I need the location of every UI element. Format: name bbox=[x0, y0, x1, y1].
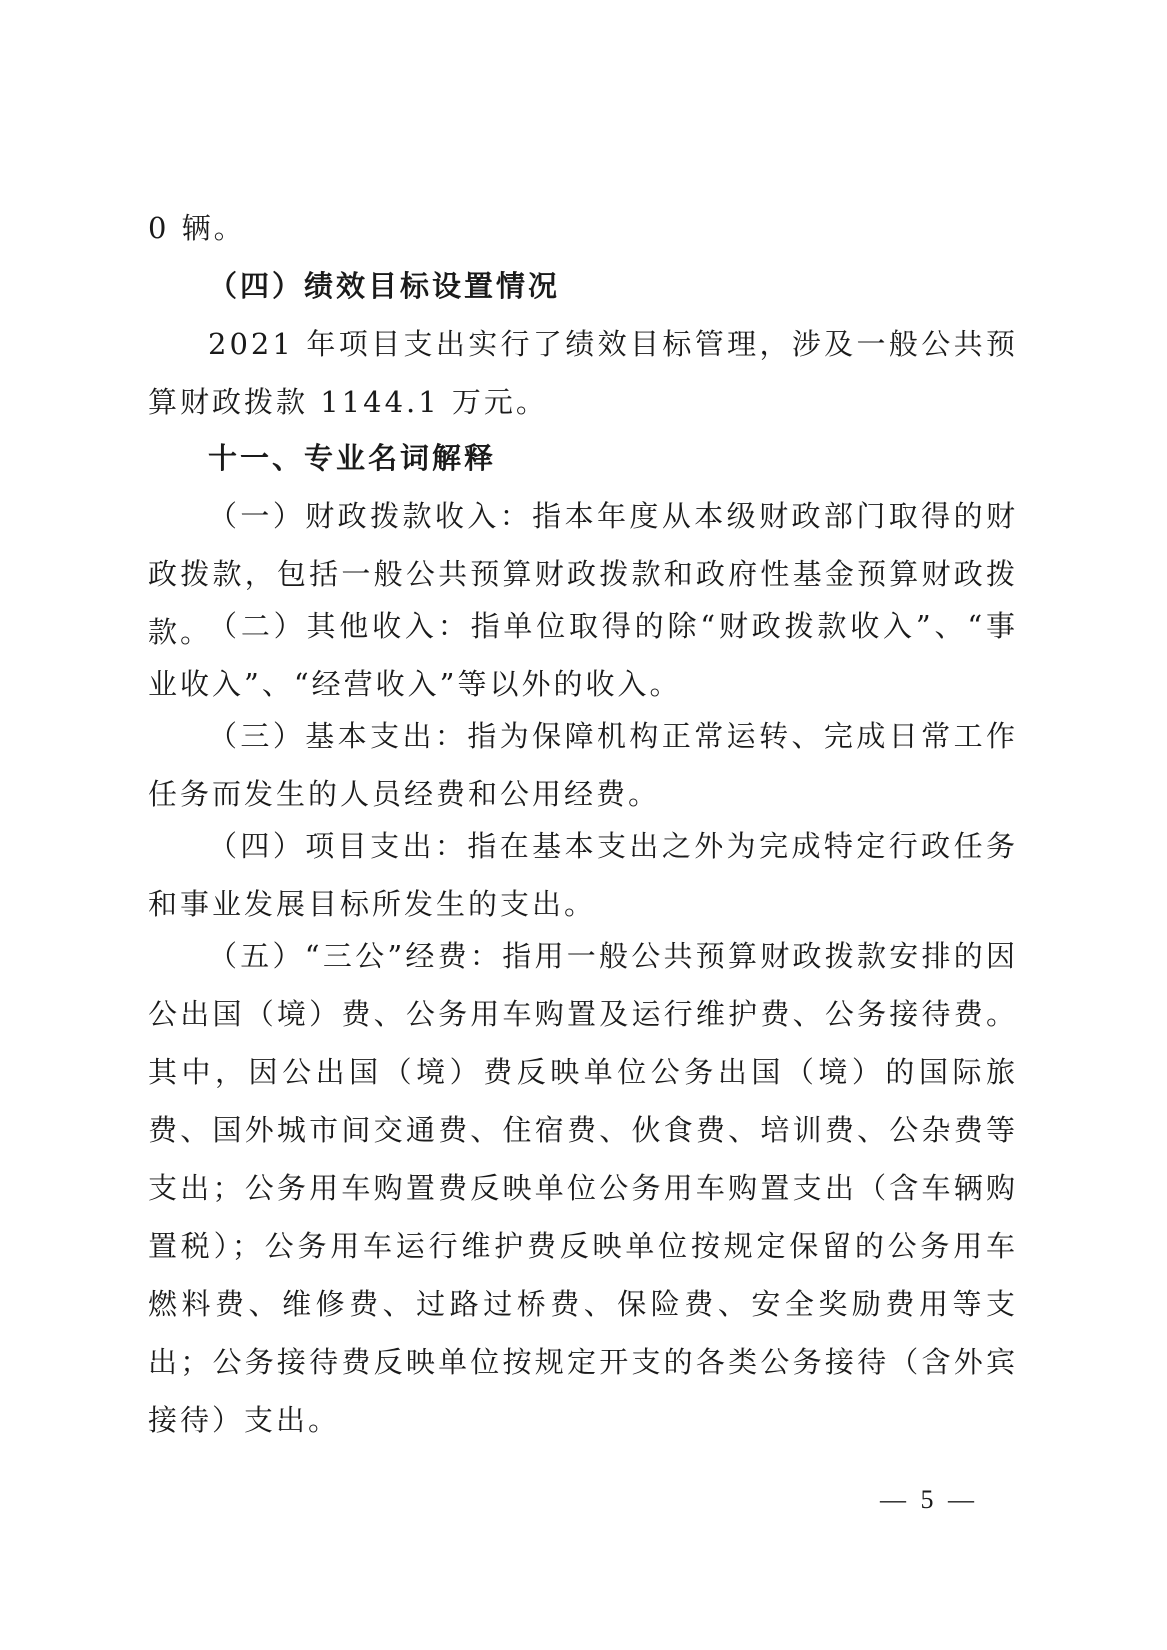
chapter-heading-glossary: 十一、专业名词解释 bbox=[208, 441, 497, 475]
paragraph-performance-goals: 2021 年项目支出实行了绩效目标管理，涉及一般公共预算财政拨款 1144.1 万元。 bbox=[148, 327, 1018, 419]
paragraph-carryover: 0 辆。 bbox=[148, 211, 246, 245]
paragraph-term-other-income: （二）其他收入：指单位取得的除“财政拨款收入”、“事业收入”、“经营收入”等以外的收入。 bbox=[148, 609, 1018, 701]
paragraph-term-project-expenditure: （四）项目支出：指在基本支出之外为完成特定行政任务和事业发展目标所发生的支出。 bbox=[148, 829, 1018, 921]
paragraph-term-basic-expenditure: （三）基本支出：指为保障机构正常运转、完成日常工作任务而发生的人员经费和公用经费。 bbox=[148, 719, 1018, 811]
paragraph-term-fiscal-appropriation-income: （一）财政拨款收入：指本年度从本级财政部门取得的财政拨款，包括一般公共预算财政拨款和政府性基金预算财政拨款。 bbox=[148, 499, 1018, 649]
section-heading-performance-goals: （四）绩效目标设置情况 bbox=[208, 269, 561, 303]
page-number: — 5 — bbox=[880, 1485, 978, 1514]
paragraph-term-three-public-expenses: （五）“三公”经费：指用一般公共预算财政拨款安排的因公出国（境）费、公务用车购置及运行维护费、公务接待费。其中，因公出国（境）费反映单位公务出国（境）的国际旅费、国外城市间交通费、住宿费、伙食费、培训费、公杂费等支出；公务用车购置费反映单位公务用车购置支出（含车辆购置税）；公务用车运行维护费反映单位按规定保留的公务用车燃料费、维修费、过路过桥费、保险费、安全奖励费用等支出；公务接待费反映单位按规定开支的各类公务接待（含外宾接待）支出。 bbox=[148, 939, 1018, 1437]
